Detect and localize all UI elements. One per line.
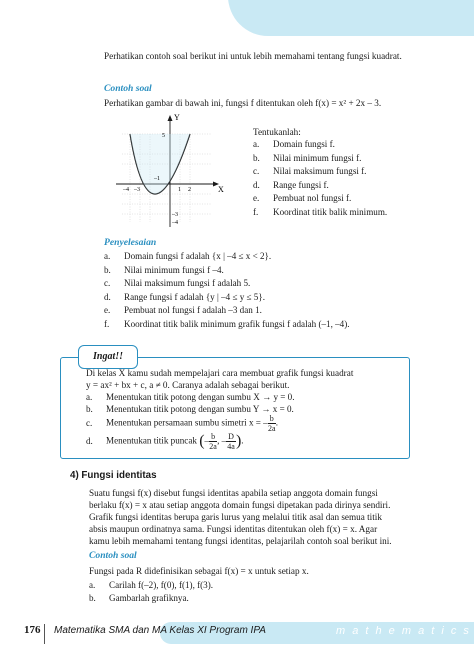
section-4-item-b: b. Gambarlah grafiknya. xyxy=(89,593,189,603)
penyelesaian-item-4: e. Pembuat nol fungsi f adalah –3 dan 1. xyxy=(104,305,262,315)
tentukanlah-item-3: d. Range fungsi f. xyxy=(253,179,329,190)
ingat-line-2: y = ax² + bx + c, a ≠ 0. Caranya adalah sebagai berikut. xyxy=(86,380,290,390)
tick-x-m3: –3 xyxy=(134,187,140,193)
section-4-para-3: Grafik fungsi identitas berupa garis lurus yang melalui titik asal dan semua titik xyxy=(89,512,382,522)
tentukanlah-label: Tentukanlah: xyxy=(253,127,301,137)
section-4-para-2: berlaku f(x) = x atau setiap anggota domain fungsi dipetakan pada dirinya sendiri. xyxy=(89,500,391,510)
ingat-item-c: c. Menentukan persamaan sumbu simetri x = – $\frac{b}{2a}$ . xyxy=(86,414,278,433)
intro-paragraph: Perhatikan contoh soal berikut ini untuk lebih memahami tentang fungsi kuadrat. xyxy=(104,51,402,61)
contoh-soal-text: Perhatikan gambar di bawah ini, fungsi f ditentukan oleh f(x) = x² + 2x – 3. xyxy=(104,98,382,108)
header-tab xyxy=(228,0,474,36)
tick-x-2: 2 xyxy=(188,187,191,193)
penyelesaian-item-5: f. Koordinat titik balik minimum grafik fungsi f adalah (–1, –4). xyxy=(104,318,350,329)
ingat-line-1: Di kelas X kamu sudah mempelajari cara membuat grafik fungsi kuadrat xyxy=(86,368,354,378)
penyelesaian-item-0: a. Domain fungsi f adalah {x | –4 ≤ x < 2}. xyxy=(104,251,272,261)
section-4-contoh-text: Fungsi pada R didefinisikan sebagai f(x) = x untuk setiap x. xyxy=(89,566,309,576)
section-4-para-1: Suatu fungsi f(x) disebut fungsi identitas apabila setiap anggota domain fungsi xyxy=(89,488,378,498)
footer-divider xyxy=(44,624,45,644)
parabola-graph xyxy=(112,112,234,232)
axis-x-label: X xyxy=(218,185,224,194)
contoh-soal-heading: Contoh soal xyxy=(104,83,152,94)
fraction-b-2a: $\frac{b}{2a}$ xyxy=(267,414,276,433)
penyelesaian-item-3: d. Range fungsi f adalah {y | –4 ≤ y ≤ 5}. xyxy=(104,291,265,302)
section-4-item-a: a. Carilah f(–2), f(0), f(1), f(3). xyxy=(89,580,214,590)
ingat-item-b: b. Menentukan titik potong dengan sumbu Y → x = 0. xyxy=(86,404,294,414)
tentukanlah-item-2: c. Nilai maksimum fungsi f. xyxy=(253,166,367,176)
footer-book-title: Matematika SMA dan MA Kelas XI Program IPA xyxy=(54,625,266,636)
penyelesaian-item-1: b. Nilai minimum fungsi f –4. xyxy=(104,264,224,275)
section-4-para-5: kamu lebih memahami tentang fungsi identitas, pelajarilah contoh soal berikut ini. xyxy=(89,536,392,546)
ingat-item-d: d. Menentukan titik puncak (– $\frac{b}{2a}$ , – $\frac{D}{4a}$ ). xyxy=(86,432,244,451)
tick-x-1: 1 xyxy=(178,187,181,193)
section-4-para-4: absis maupun ordinatnya sama. Fungsi identitas ditentukan oleh f(x) = x. Agar xyxy=(89,524,378,534)
tentukanlah-item-5: f. Koordinat titik balik minimum. xyxy=(253,206,388,217)
axis-y-label: Y xyxy=(174,113,180,122)
penyelesaian-heading: Penyelesaian xyxy=(104,237,157,248)
page-number: 176 xyxy=(24,624,41,636)
tick-y-m3: –3 xyxy=(172,212,178,218)
section-4-title: 4) Fungsi identitas xyxy=(70,470,157,481)
ingat-item-a: a. Menentukan titik potong dengan sumbu X → y = 0. xyxy=(86,392,295,402)
tentukanlah-item-4: e. Pembuat nol fungsi f. xyxy=(253,193,352,203)
page-footer xyxy=(0,620,474,646)
ingat-tag: Ingat!! xyxy=(78,345,138,369)
tick-x-m4: –4 xyxy=(123,187,129,193)
footer-watermark: m a t h e m a t i c s xyxy=(336,625,471,637)
tick-y-m1: –1 xyxy=(154,176,160,182)
tentukanlah-item-0: a. Domain fungsi f. xyxy=(253,139,335,149)
section-4-contoh-heading: Contoh soal xyxy=(89,550,137,561)
tick-y-m4: –4 xyxy=(172,220,178,226)
penyelesaian-item-2: c. Nilai maksimum fungsi f adalah 5. xyxy=(104,278,251,288)
tentukanlah-item-1: b. Nilai minimum fungsi f. xyxy=(253,152,362,163)
tick-y-5: 5 xyxy=(162,133,165,139)
